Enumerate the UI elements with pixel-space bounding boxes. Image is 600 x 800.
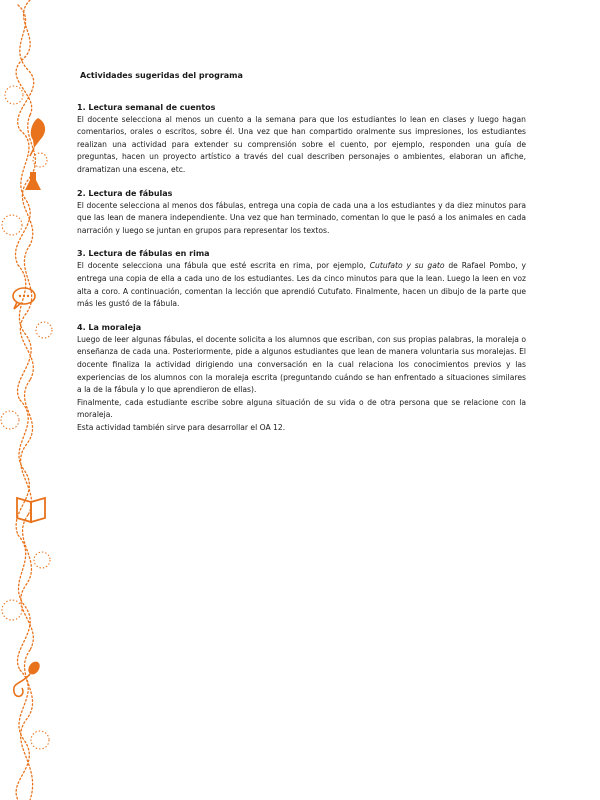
section-heading: 2. Lectura de fábulas bbox=[77, 188, 173, 198]
document-body bbox=[77, 70, 526, 444]
fable-title: Cutufato y su gato bbox=[369, 261, 445, 271]
section-lectura-semanal bbox=[77, 101, 526, 177]
section-heading: 1. Lectura semanal de cuentos bbox=[77, 102, 216, 112]
paragraph-text: de Rafael Pombo, y entrega una copia de ella a cada uno de los estudiantes. Les da cinco minutos para que la lean. Luego la leen en voz alta a coro. A continuación, comentan la lección que aprendió Cutufato. Finalmente, hacen un dibujo de la parte que más les gustó de la fábula. bbox=[77, 261, 526, 309]
section-moraleja bbox=[77, 321, 526, 435]
page-title: Actividades sugeridas del programa bbox=[80, 71, 243, 80]
section-heading: 4. La moraleja bbox=[77, 322, 142, 332]
section-lectura-fabulas bbox=[77, 187, 526, 238]
decorative-border bbox=[0, 0, 60, 800]
section-paragraph: Esta actividad también sirve para desarrollar el OA 12. bbox=[77, 422, 286, 432]
section-fabulas-rima bbox=[77, 247, 526, 310]
pen-icon bbox=[30, 118, 45, 156]
section-heading: 3. Lectura de fábulas en rima bbox=[77, 249, 210, 259]
section-paragraph: El docente selecciona al menos un cuento a la semana para que los estudiantes lo lean en clases y luego hagan comentarios, orales o escritos, sobre él. Una vez que han compartido oralmente sus impresiones, los estudiantes realizan una actividad para extender su comprensión sobre el cuento, por ejemplo, responden una guía de preguntas, hacen un proyecto artístico a través del cual describen personajes o ambientes, elaboran un afiche, dramatizan una escena, etc. bbox=[77, 114, 526, 174]
section-paragraph: Finalmente, cada estudiante escribe sobre alguna situación de su vida o de otra persona que se relacione con la moraleja. bbox=[77, 397, 526, 420]
paragraph-text: El docente selecciona una fábula que esté escrita en rima, por ejemplo, bbox=[77, 261, 370, 271]
section-paragraph bbox=[77, 260, 526, 310]
book-icon bbox=[17, 498, 45, 522]
section-paragraph: Luego de leer algunas fábulas, el docente solicita a los alumnos que escriban, con sus propias palabras, la moraleja o enseñanza de cada una. Posteriormente, pide a algunos estudiantes que lean de manera voluntaria sus moralejas. El docente finaliza la actividad dirigiendo una conversación en la cual relaciona los conocimientos previos y las experiencias de los alumnos con la moraleja escrita (preguntando cuándo se han enfrentado a situaciones similares a la de la fábula y lo que aprendieron de ellas). bbox=[77, 334, 526, 395]
section-paragraph: El docente selecciona al menos dos fábulas, entrega una copia de cada una a los estudiantes y da diez minutos para que las lean de manera independiente. Una vez que han terminado, comentan lo que le pasó a los animales en cada narración y luego se juntan en grupos para representar los textos. bbox=[77, 200, 526, 235]
